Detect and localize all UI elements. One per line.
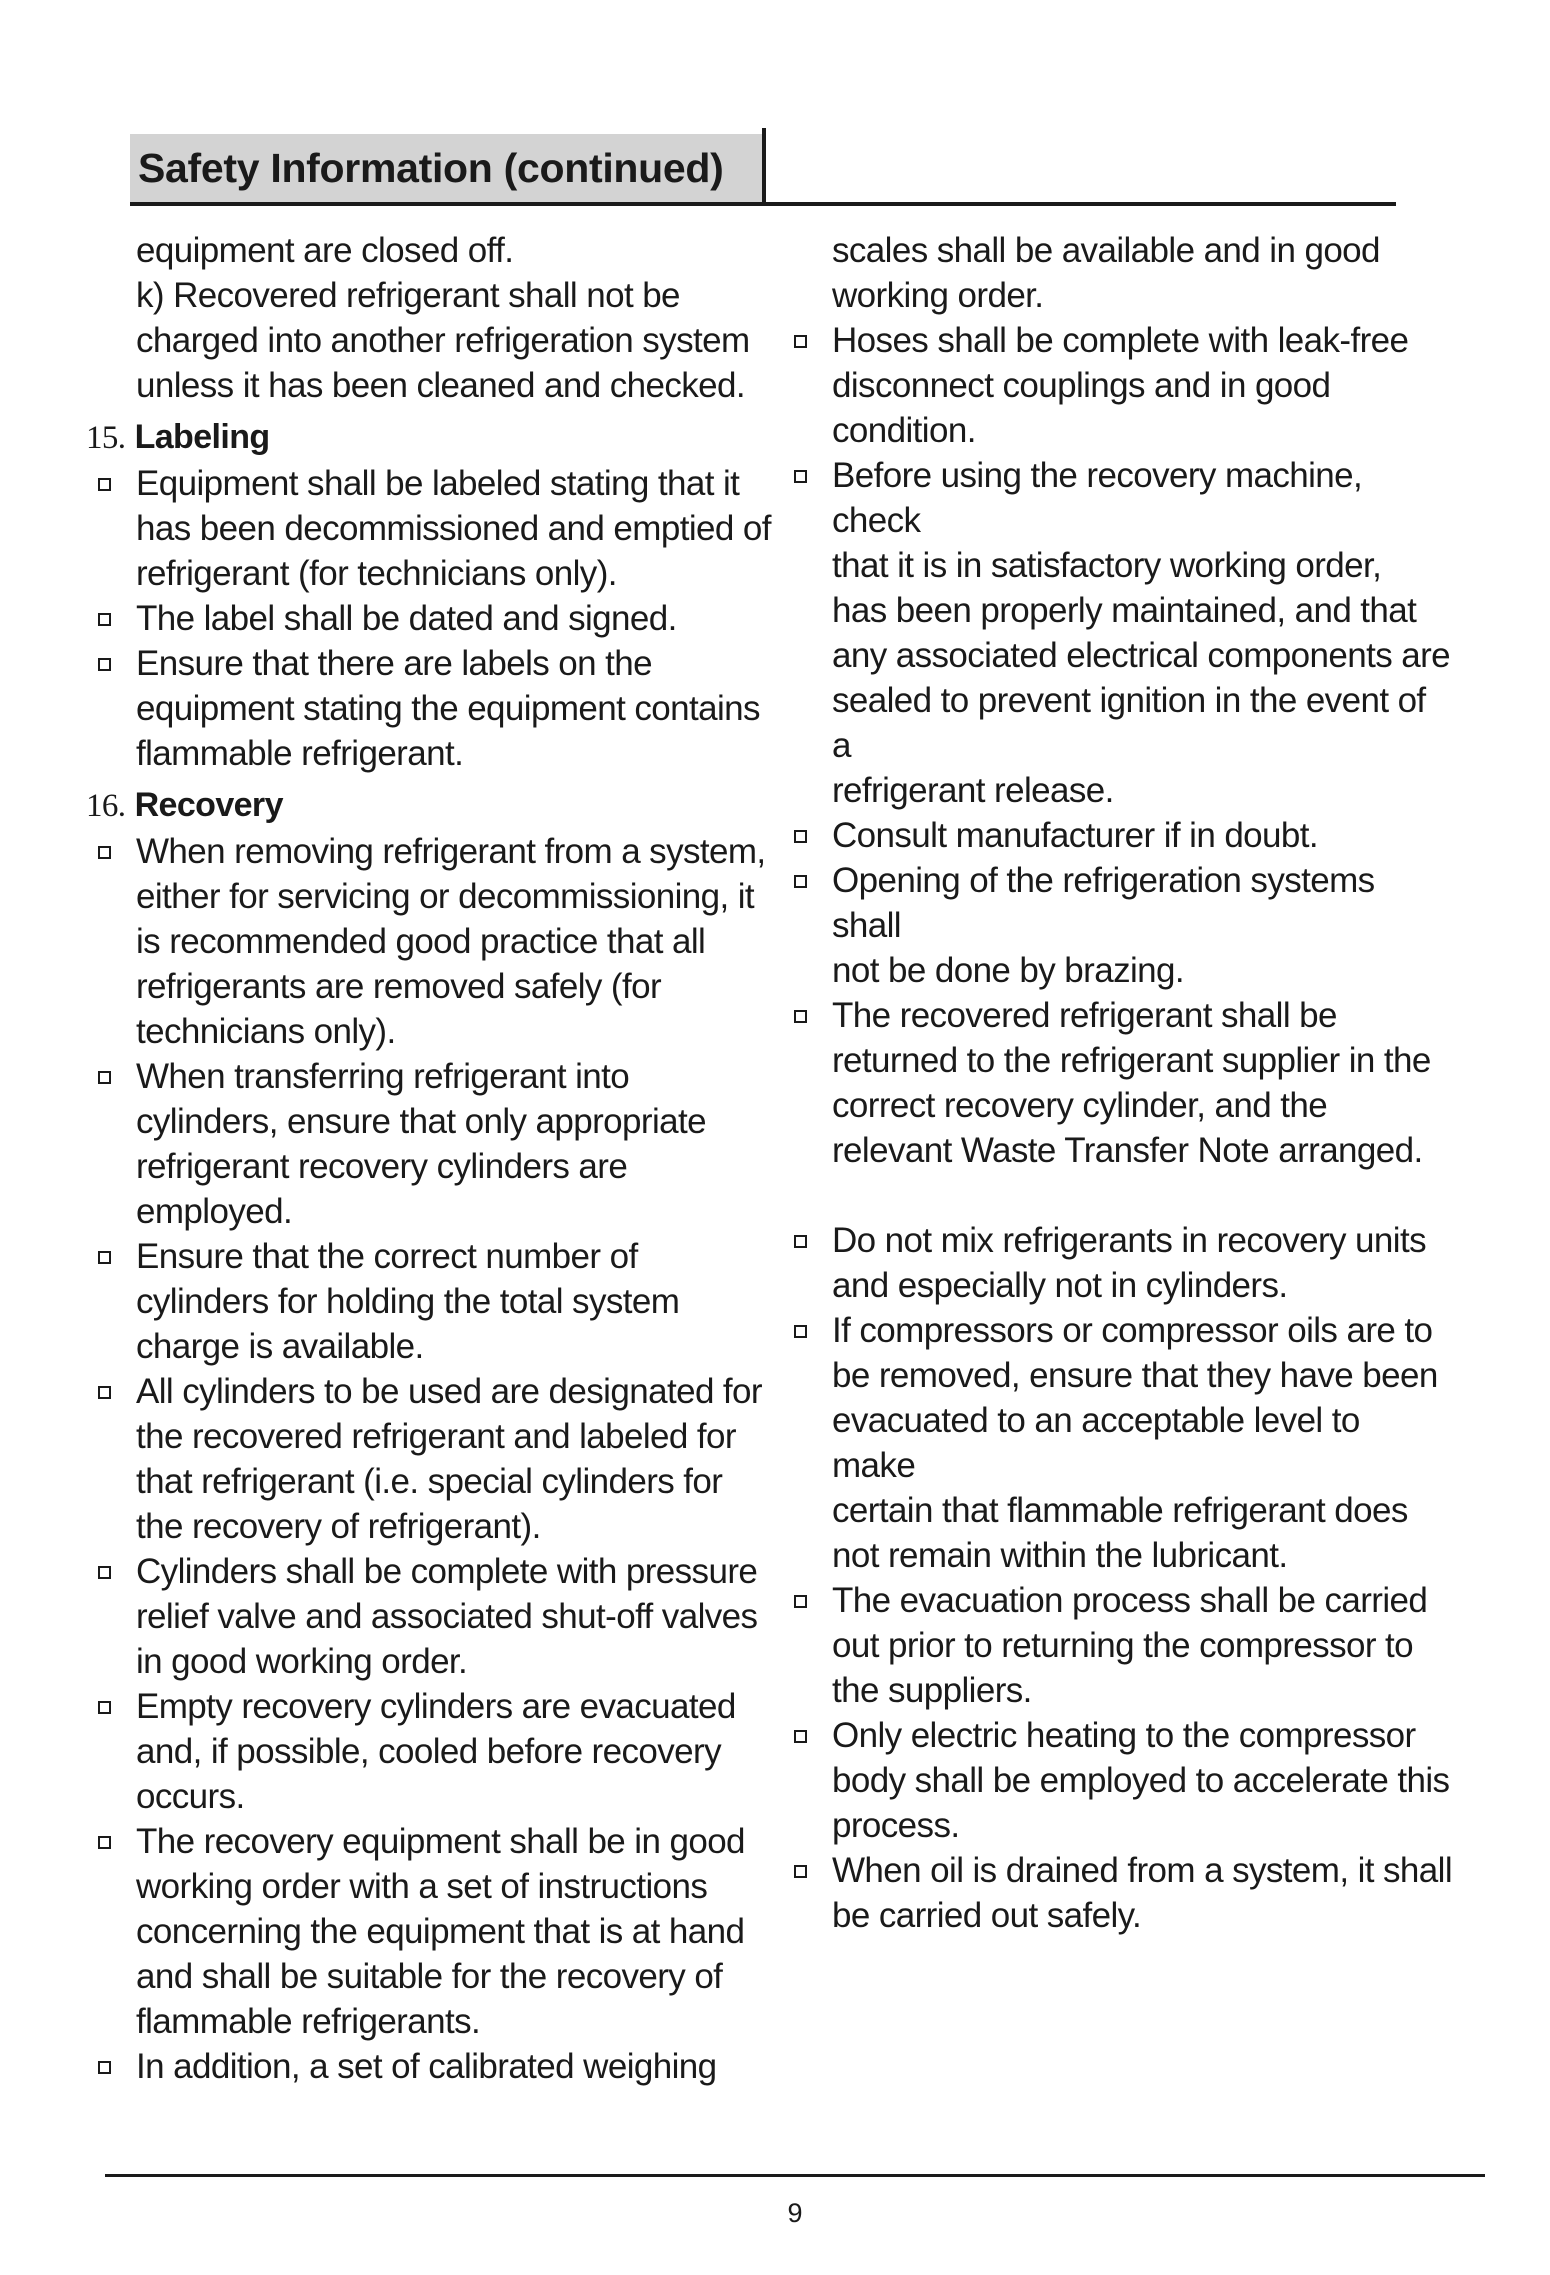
item-text-line: When removing refrigerant from a system, [136, 832, 766, 871]
item-text-line: refrigerants are removed safely (for [136, 967, 662, 1006]
section-number: 16. [86, 788, 126, 824]
item-text-line: relevant Waste Transfer Note arranged. [832, 1131, 1423, 1170]
item-text-line: flammable refrigerants. [136, 2002, 481, 2041]
item-text-line: Equipment shall be labeled stating that it [136, 464, 740, 503]
item-text-line: correct recovery cylinder, and the [832, 1086, 1328, 1125]
section-title: Recovery [134, 786, 283, 824]
text-line: charged into another refrigeration system [136, 321, 750, 360]
item-text-line: The evacuation process shall be carried [832, 1581, 1428, 1620]
item-text-line: Hoses shall be complete with leak-free [832, 321, 1409, 360]
checkbox-square-icon [794, 1595, 807, 1608]
checkbox-square-icon [98, 1566, 111, 1579]
section-heading [86, 414, 776, 461]
checkbox-square-icon [98, 1251, 111, 1264]
item-text-line: in good working order. [136, 1642, 468, 1681]
item-text-line: process. [832, 1806, 960, 1845]
item-text-line: Do not mix refrigerants in recovery units [832, 1221, 1426, 1260]
item-text-line: When oil is drained from a system, it shall [832, 1851, 1452, 1890]
item-text-line: Consult manufacturer if in doubt. [832, 816, 1319, 855]
item-text-line: Empty recovery cylinders are evacuated [136, 1687, 736, 1726]
item-text-line: technicians only). [136, 1012, 396, 1051]
item-text-line: charge is available. [136, 1327, 424, 1366]
header-underline [130, 202, 1396, 206]
text-line: scales shall be available and in good [832, 231, 1380, 270]
bullet-item [782, 453, 1452, 813]
text-line: k) Recovered refrigerant shall not be [136, 276, 680, 315]
bullet-item [86, 1369, 776, 1549]
checkbox-square-icon [794, 1325, 807, 1338]
right-continuation [782, 228, 1452, 318]
item-text-line: occurs. [136, 1777, 245, 1816]
bullet-item [86, 829, 776, 1054]
checkbox-square-icon [98, 846, 111, 859]
item-text-line: and shall be suitable for the recovery of [136, 1957, 723, 1996]
item-text-line: not remain within the lubricant. [832, 1536, 1288, 1575]
item-text-line: cylinders, ensure that only appropriate [136, 1102, 706, 1141]
page-number: 9 [787, 2198, 803, 2228]
bullet-item [86, 1549, 776, 1684]
item-text-line: that refrigerant (i.e. special cylinders for [136, 1462, 723, 1501]
bullet-item [86, 1684, 776, 1819]
item-text-line: the recovered refrigerant and labeled for [136, 1417, 736, 1456]
item-text-line: All cylinders to be used are designated for [136, 1372, 762, 1411]
bullet-item [782, 813, 1452, 858]
item-text-line: the recovery of refrigerant). [136, 1507, 541, 1546]
item-text-line: Before using the recovery machine, check [832, 456, 1363, 540]
item-text-line: relief valve and associated shut-off valves [136, 1597, 758, 1636]
bullet-item [86, 596, 776, 641]
checkbox-square-icon [794, 1865, 807, 1878]
item-text-line: has been decommissioned and emptied of [136, 509, 771, 548]
bullet-item [86, 461, 776, 596]
section-heading [86, 782, 776, 829]
item-text-line: any associated electrical components are [832, 636, 1451, 675]
checkbox-square-icon [98, 1701, 111, 1714]
item-text-line: has been properly maintained, and that [832, 591, 1417, 630]
item-text-line: sealed to prevent ignition in the event of a [832, 681, 1426, 765]
item-text-line: Ensure that there are labels on the [136, 644, 653, 683]
item-text-line: When transferring refrigerant into [136, 1057, 630, 1096]
checkbox-square-icon [794, 470, 807, 483]
item-text-line: refrigerant release. [832, 771, 1114, 810]
item-text-line: body shall be employed to accelerate this [832, 1761, 1450, 1800]
bullet-item [86, 641, 776, 776]
paragraph-gap [782, 1173, 1452, 1218]
checkbox-square-icon [794, 1010, 807, 1023]
item-text-line: Ensure that the correct number of [136, 1237, 638, 1276]
item-text-line: equipment stating the equipment contains [136, 689, 760, 728]
bullet-item [86, 1819, 776, 2044]
item-text-line: and especially not in cylinders. [832, 1266, 1288, 1305]
checkbox-square-icon [98, 1386, 111, 1399]
item-text-line: disconnect couplings and in good [832, 366, 1331, 405]
bullet-item [782, 318, 1452, 453]
bullet-item [782, 858, 1452, 993]
item-text-line: The recovery equipment shall be in good [136, 1822, 745, 1861]
text-line: unless it has been cleaned and checked. [136, 366, 745, 405]
item-text-line: evacuated to an acceptable level to make [832, 1401, 1360, 1485]
item-text-line: If compressors or compressor oils are to [832, 1311, 1433, 1350]
right-column [782, 228, 1452, 1938]
checkbox-square-icon [98, 478, 111, 491]
bullet-item [782, 1578, 1452, 1713]
item-text-line: either for servicing or decommissioning, it [136, 877, 755, 916]
item-text-line: be carried out safely. [832, 1896, 1142, 1935]
item-text-line: refrigerant recovery cylinders are [136, 1147, 628, 1186]
header-divider [762, 128, 766, 206]
item-text-line: out prior to returning the compressor to [832, 1626, 1414, 1665]
item-text-line: Opening of the refrigeration systems shall [832, 861, 1375, 945]
text-line: working order. [832, 276, 1044, 315]
bullet-item [86, 2044, 776, 2089]
left-sections [86, 414, 776, 2089]
right-items-group-2 [782, 1218, 1452, 1938]
bullet-item [782, 1848, 1452, 1938]
item-text-line: and, if possible, cooled before recovery [136, 1732, 721, 1771]
checkbox-square-icon [794, 830, 807, 843]
item-text-line: working order with a set of instructions [136, 1867, 708, 1906]
section-title: Labeling [134, 418, 270, 456]
item-text-line: Cylinders shall be complete with pressure [136, 1552, 758, 1591]
bullet-item [782, 1308, 1452, 1578]
item-text-line: The label shall be dated and signed. [136, 599, 677, 638]
item-text-line: condition. [832, 411, 976, 450]
section-number: 15. [86, 420, 126, 456]
checkbox-square-icon [98, 2061, 111, 2074]
checkbox-square-icon [98, 658, 111, 671]
bullet-item [782, 1218, 1452, 1308]
item-text-line: In addition, a set of calibrated weighing [136, 2047, 717, 2086]
bullet-item [86, 1234, 776, 1369]
checkbox-square-icon [98, 1071, 111, 1084]
footer-rule [105, 2174, 1485, 2177]
checkbox-square-icon [794, 1730, 807, 1743]
checkbox-square-icon [98, 613, 111, 626]
item-text-line: flammable refrigerant. [136, 734, 464, 773]
checkbox-square-icon [98, 1836, 111, 1849]
item-text-line: Only electric heating to the compressor [832, 1716, 1416, 1755]
section-header [130, 134, 762, 202]
checkbox-square-icon [794, 1235, 807, 1248]
page-title: Safety Information (continued) [138, 144, 724, 191]
checkbox-square-icon [794, 335, 807, 348]
item-text-line: returned to the refrigerant supplier in the [832, 1041, 1431, 1080]
item-text-line: The recovered refrigerant shall be [832, 996, 1337, 1035]
bullet-item [86, 1054, 776, 1234]
text-line: equipment are closed off. [136, 231, 514, 270]
bullet-item [782, 993, 1452, 1173]
checkbox-square-icon [794, 875, 807, 888]
item-text-line: refrigerant (for technicians only). [136, 554, 617, 593]
left-column [86, 228, 776, 2089]
item-text-line: the suppliers. [832, 1671, 1032, 1710]
item-text-line: is recommended good practice that all [136, 922, 706, 961]
item-text-line: be removed, ensure that they have been [832, 1356, 1438, 1395]
item-text-line: not be done by brazing. [832, 951, 1185, 990]
section-items [86, 461, 776, 776]
item-text-line: cylinders for holding the total system [136, 1282, 680, 1321]
item-text-line: that it is in satisfactory working order, [832, 546, 1382, 585]
left-continuation [86, 228, 776, 408]
right-items-group-1 [782, 318, 1452, 1173]
bullet-item [782, 1713, 1452, 1848]
item-text-line: employed. [136, 1192, 293, 1231]
item-text-line: certain that flammable refrigerant does [832, 1491, 1408, 1530]
item-text-line: concerning the equipment that is at hand [136, 1912, 745, 1951]
section-items [86, 829, 776, 2089]
